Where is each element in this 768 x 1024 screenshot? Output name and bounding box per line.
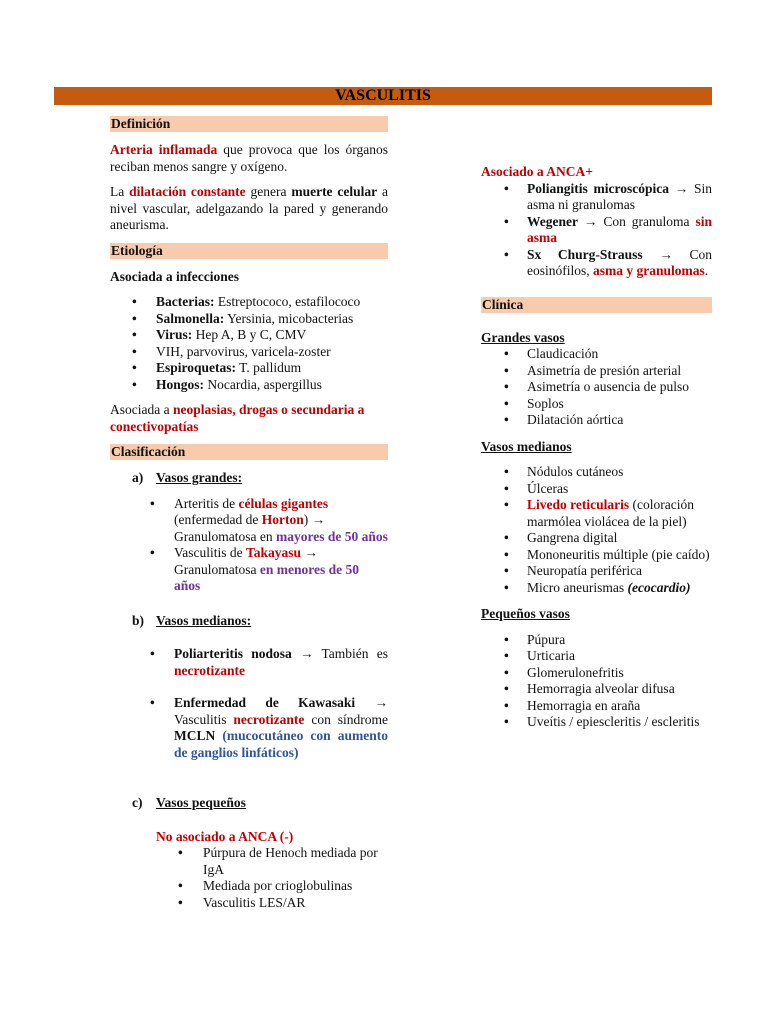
list-item: • Mediada por crioglobulinas [110, 878, 388, 895]
list-item: • Wegener → Con granuloma sin asma [481, 214, 712, 247]
medium-vessels-symptoms [481, 464, 712, 596]
no-anca-heading: No asociado a ANCA (-) [156, 828, 294, 844]
list-item: • Úlceras [481, 481, 712, 498]
list-item: • Vasculitis LES/AR [110, 895, 388, 912]
list-item: • Soplos [481, 396, 712, 413]
list-item: • Glomerulonefritis [481, 665, 712, 682]
anca-list [481, 181, 712, 280]
list-item: • Urticaria [481, 648, 712, 665]
list-item: • Mononeuritis múltiple (pie caído) [481, 547, 712, 564]
list-item: • VIH, parvovirus, varicela-zoster [110, 344, 388, 361]
medium-vessels-list [110, 646, 388, 761]
large-vessels-list [110, 496, 388, 595]
section-header-clinica: Clínica [481, 297, 712, 313]
medium-vessels-title: Vasos medianos [481, 438, 572, 454]
list-item: • Púpura [481, 632, 712, 649]
large-vessels-symptoms [481, 346, 712, 429]
list-item: • Poliarteritis nodosa → También es necrotizante [110, 646, 388, 679]
right-column [481, 164, 712, 731]
list-item: • Micro aneurismas (ecocardio) [481, 580, 712, 597]
anca-heading: Asociado a ANCA+ [481, 164, 593, 179]
list-item: • Hongos: Nocardia, aspergillus [110, 377, 388, 394]
etiology-subtitle: Asociada a infecciones [110, 268, 239, 284]
section-header-etiologia: Etiología [110, 243, 388, 259]
list-item: • Púrpura de Henoch mediada por IgA [110, 845, 388, 878]
list-item: • Hemorragia en araña [481, 698, 712, 715]
list-item: • Vasculitis de Takayasu → Granulomatosa en menores de 50 años [110, 545, 388, 595]
list-item: • Asimetría de presión arterial [481, 363, 712, 380]
large-vessels-title: Grandes vasos [481, 329, 565, 345]
small-vessels-title: Pequeños vasos [481, 606, 570, 621]
definition-paragraph-1: Arteria inflamada que provoca que los órganos reciban menos sangre y oxígeno. [110, 142, 389, 174]
section-header-definicion: Definición [110, 116, 388, 132]
no-anca-list [110, 845, 388, 911]
class-b-heading: b) Vasos medianos: [132, 612, 252, 628]
section-header-clasificacion: Clasificación [110, 444, 388, 460]
list-item: • Uveítis / epiescleritis / escleritis [481, 714, 712, 731]
list-item: • Sx Churg-Strauss → Con eosinófilos, asma y granulomas. [481, 247, 712, 280]
document-title: VASCULITIS [54, 87, 712, 105]
list-item: • Arteritis de células gigantes (enfermedad de Horton) → Granulomatosa en mayores de 50 años [110, 496, 388, 546]
etiology-list [110, 294, 388, 393]
etiology-extra: Asociada a neoplasias, drogas o secundaria a conectivopatías [110, 402, 365, 434]
list-item: • Espiroquetas: T. pallidum [110, 360, 388, 377]
list-item: • Asimetría o ausencia de pulso [481, 379, 712, 396]
list-item: • Dilatación aórtica [481, 412, 712, 429]
list-item: • Poliangitis microscópica → Sin asma ni granulomas [481, 181, 712, 214]
small-vessels-symptoms [481, 632, 712, 731]
list-item: • Enfermedad de Kawasaki → Vasculitis necrotizante con síndrome MCLN (mucocutáneo con aumento de ganglios linfáticos) [110, 695, 388, 761]
list-item: • Salmonella: Yersinia, micobacterias [110, 311, 388, 328]
list-item: • Nódulos cutáneos [481, 464, 712, 481]
left-column [110, 116, 388, 911]
list-item: • Virus: Hep A, B y C, CMV [110, 327, 388, 344]
list-item: • Claudicación [481, 346, 712, 363]
list-item: • Livedo reticularis (coloración marmólea violácea de la piel) [481, 497, 712, 530]
list-item: • Hemorragia alveolar difusa [481, 681, 712, 698]
class-a-heading: a) Vasos grandes: [132, 470, 243, 485]
list-item: • Bacterias: Estreptococo, estafilococo [110, 294, 388, 311]
list-item: • Gangrena digital [481, 530, 712, 547]
class-c-heading: c) Vasos pequeños [132, 795, 246, 810]
list-item: • Neuropatía periférica [481, 563, 712, 580]
definition-paragraph-2: La dilatación constante genera muerte celular a nivel vascular, adelgazando la pared y generando aneurisma. [110, 184, 388, 232]
